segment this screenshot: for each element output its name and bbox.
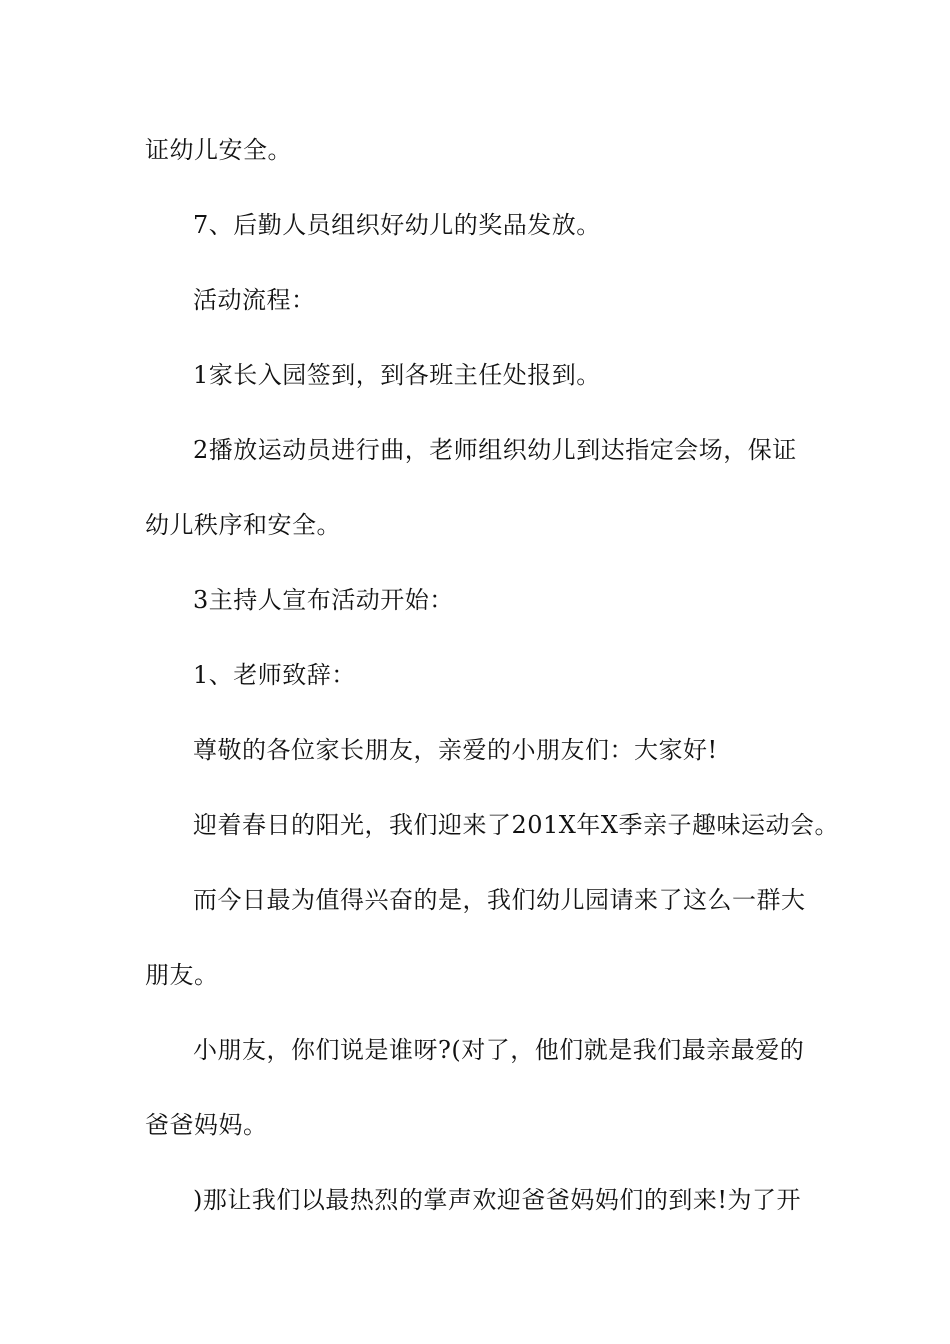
paragraph-line-5: 2播放运动员进行曲，老师组织幼儿到达指定会场，保证 xyxy=(193,436,797,464)
paragraph-line-13: 小朋友，你们说是谁呀?(对了，他们就是我们最亲最爱的 xyxy=(193,1036,805,1064)
paragraph-line-12: 朋友。 xyxy=(145,961,219,989)
paragraph-line-1: 证幼儿安全。 xyxy=(145,136,292,164)
paragraph-line-8: 1、老师致辞： xyxy=(193,661,356,689)
paragraph-line-11: 而今日最为值得兴奋的是，我们幼儿园请来了这么一群大 xyxy=(193,886,806,914)
paragraph-line-14: 爸爸妈妈。 xyxy=(145,1111,268,1139)
paragraph-line-10: 迎着春日的阳光，我们迎来了201X年X季亲子趣味运动会。 xyxy=(193,811,839,839)
paragraph-line-6: 幼儿秩序和安全。 xyxy=(145,511,341,539)
paragraph-line-4: 1家长入园签到，到各班主任处报到。 xyxy=(193,361,601,389)
paragraph-line-3: 活动流程： xyxy=(193,286,316,314)
paragraph-line-2: 7、后勤人员组织好幼儿的奖品发放。 xyxy=(193,211,601,239)
paragraph-line-15: )那让我们以最热烈的掌声欢迎爸爸妈妈们的到来!为了开 xyxy=(193,1186,802,1214)
paragraph-line-7: 3主持人宣布活动开始： xyxy=(193,586,454,614)
paragraph-line-9: 尊敬的各位家长朋友，亲爱的小朋友们：大家好! xyxy=(193,736,718,764)
